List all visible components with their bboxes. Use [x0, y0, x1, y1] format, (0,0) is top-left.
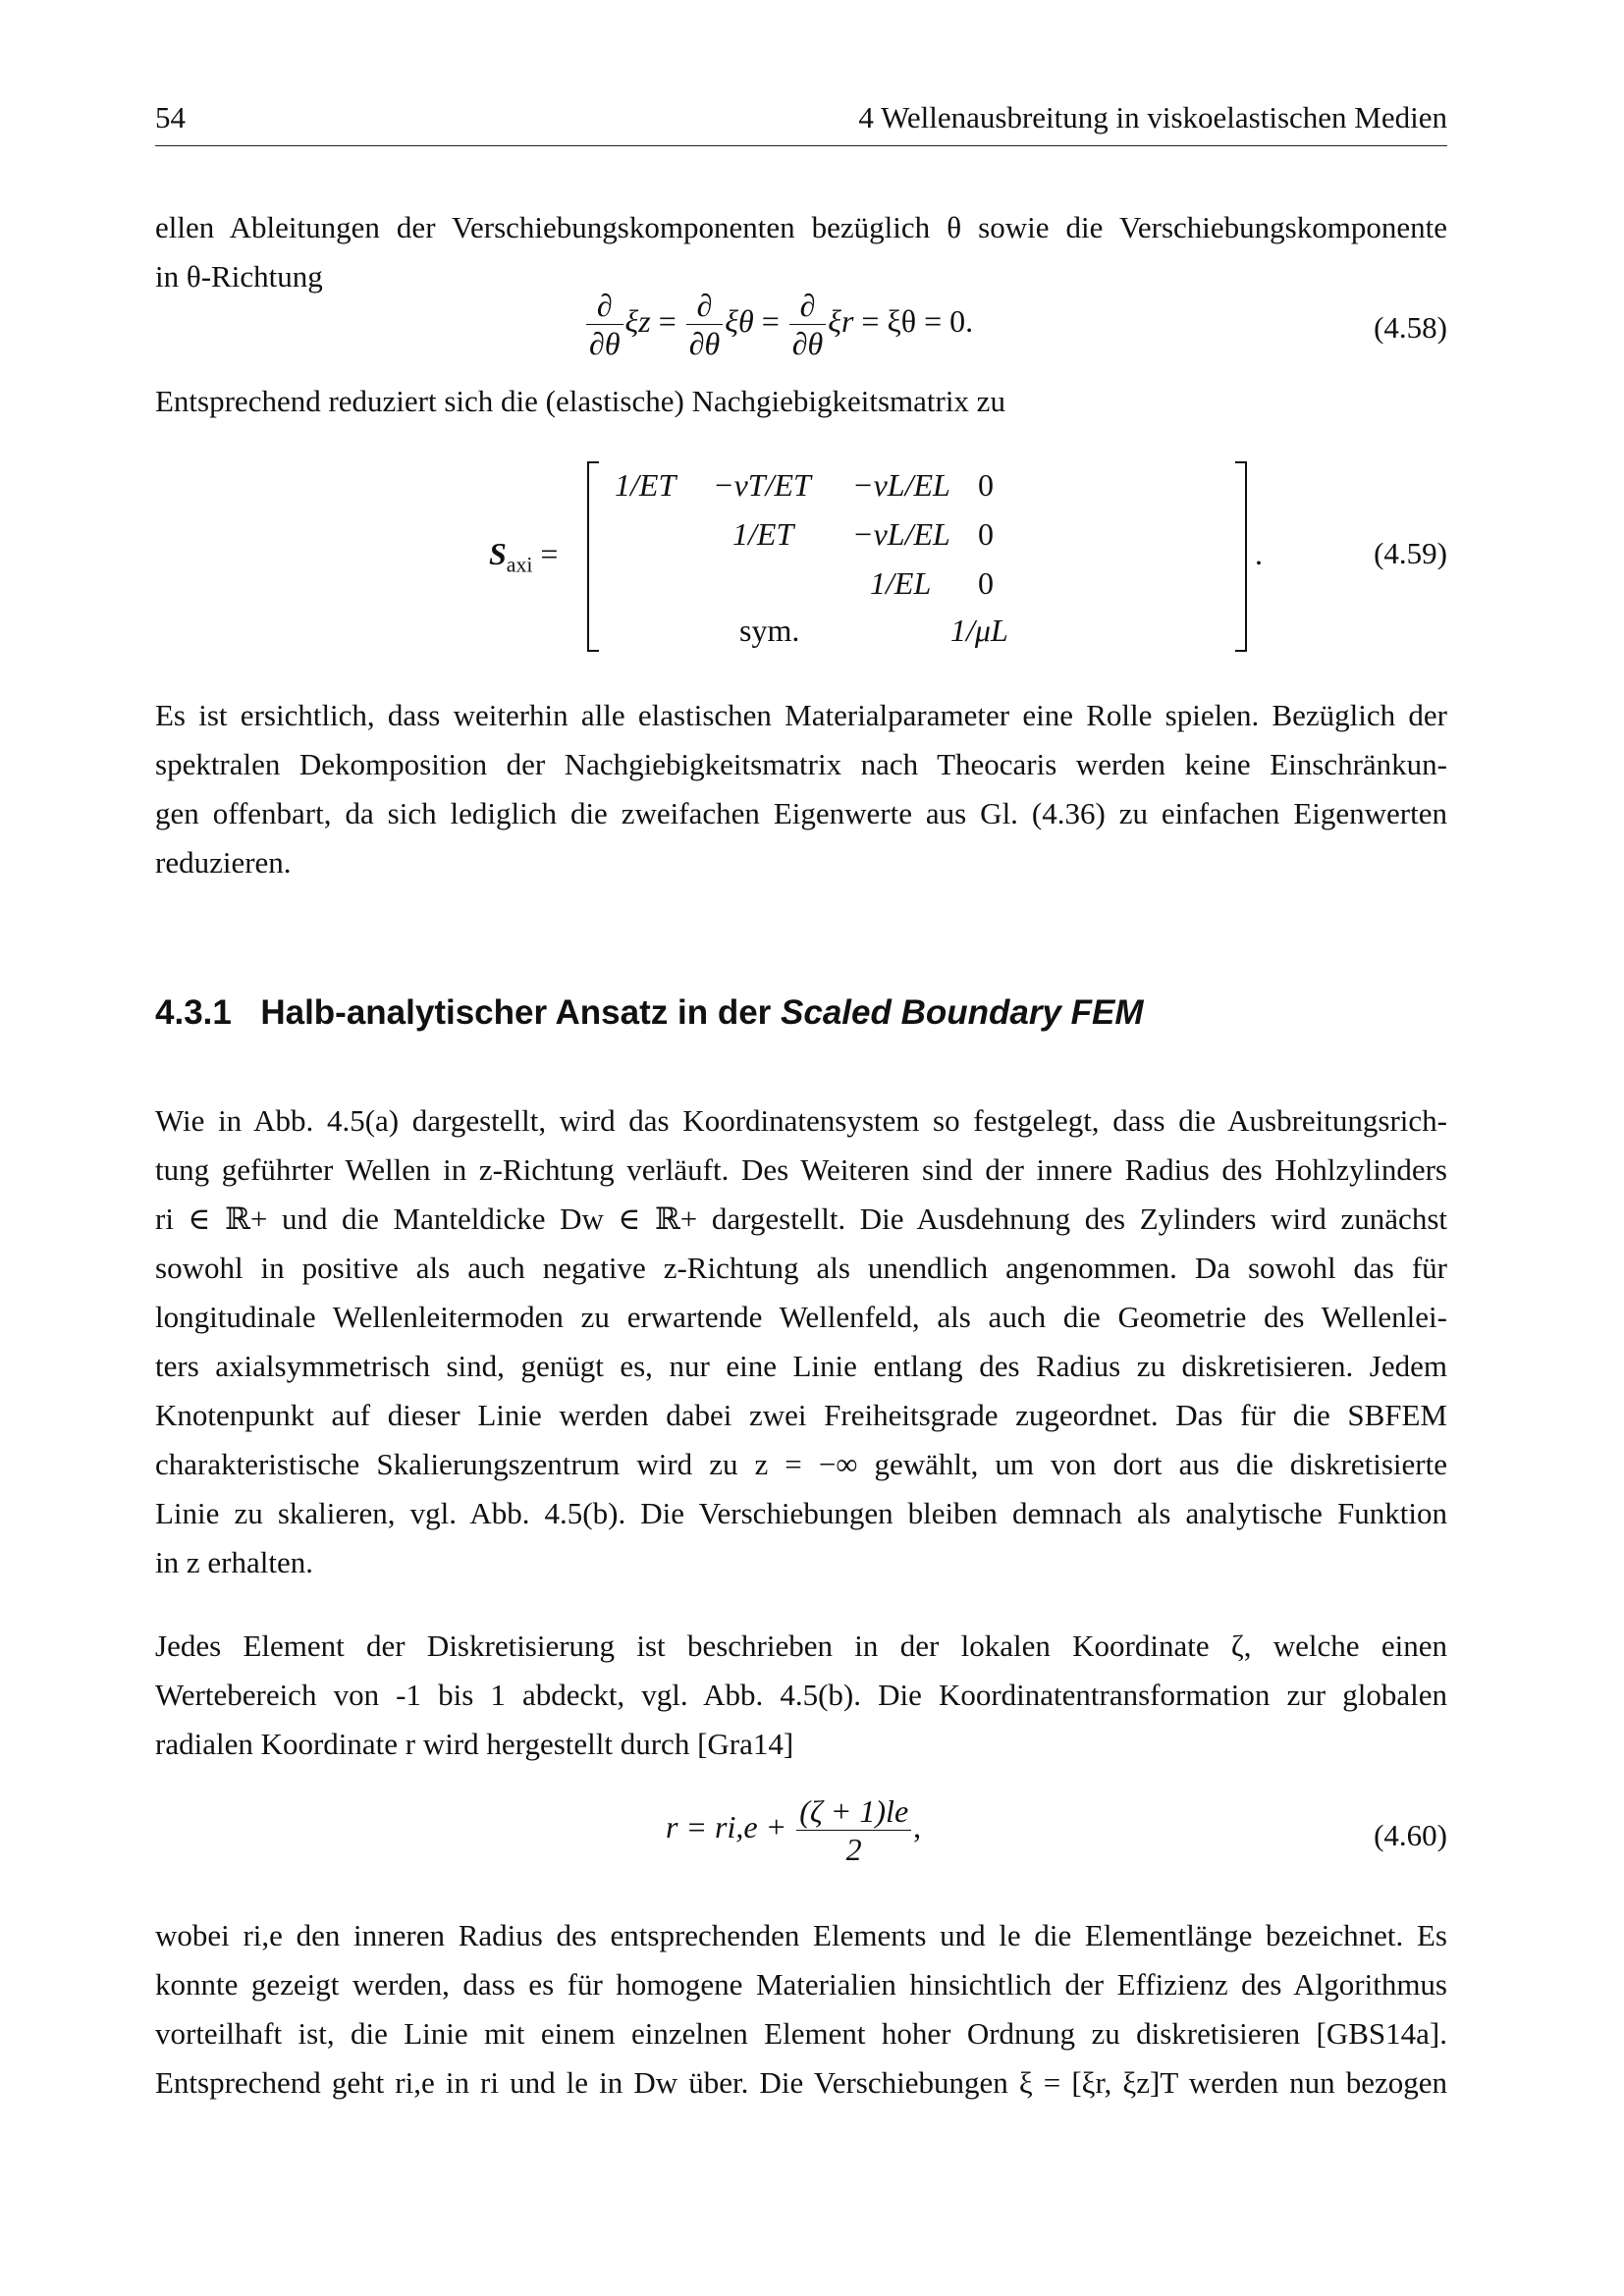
para4-line5: longitudinale Wellenleitermoden zu erwartende Wellenfeld, als auch die Geometrie des Wellenlei-: [155, 1300, 1447, 1334]
right-bracket: [1235, 461, 1247, 652]
equation-4-58: $\frac{\partial}{\partial\theta}$ ξz = $\frac{\partial}{\partial\theta}$ ξθ = $\frac{\partial}{\partial\theta}$ ξr = ξθ = 0. (4.58): [155, 287, 1447, 375]
matrix-cell: −νL/EL: [852, 516, 950, 552]
paragraph-6: [155, 1911, 1447, 2108]
para1-line2: in θ-Richtung: [155, 259, 323, 294]
xi-z: ξz: [624, 302, 651, 339]
eq460-denominator: 2: [845, 1832, 862, 1867]
para5-line2: Wertebereich von -1 bis 1 abdeckt, vgl. Abb. 4.5(b). Die Koordinatentransformation zur globalen: [155, 1678, 1447, 1712]
para2-line1: Entsprechend reduziert sich die (elastische) Nachgiebigkeitsmatrix zu: [155, 384, 1005, 418]
paragraph-3: [155, 691, 1447, 887]
page-number: 54: [155, 100, 186, 134]
matrix-cell: 1/ET: [615, 467, 677, 503]
paragraph-4: [155, 1096, 1447, 1587]
xi-r: ξr: [828, 302, 854, 339]
matrix-lhs: $S_{axi}$ =: [489, 536, 559, 577]
para5-line3: radialen Koordinate r wird hergestellt durch [Gra14]: [155, 1727, 794, 1761]
equation-number: (4.60): [1374, 1818, 1447, 1852]
equation-number: (4.59): [1374, 536, 1447, 570]
eq460-tail: ,: [913, 1808, 922, 1844]
section-title: Halb-analytischer Ansatz in der: [260, 993, 772, 1032]
section-heading: [155, 993, 1144, 1033]
section-number: 4.3.1: [155, 993, 232, 1032]
left-bracket: [587, 461, 599, 652]
para1-line1: ellen Ableitungen der Verschiebungskomponenten bezüglich θ sowie die Verschiebungskomponente: [155, 210, 1447, 244]
eq458-tail: = ξθ = 0.: [861, 302, 974, 339]
compliance-matrix: [587, 461, 1247, 648]
equation-4-60: [155, 1792, 1447, 1887]
para3-line2: spektralen Dekomposition der Nachgiebigkeitsmatrix nach Theocaris werden keine Einschränkun-: [155, 747, 1447, 781]
para3-line4: reduzieren.: [155, 845, 292, 880]
para6-line1: wobei ri,e den inneren Radius des entsprechenden Elements und le die Elementlänge bezeichnet. Es: [155, 1918, 1447, 1952]
page-header: [155, 98, 1447, 146]
equation-number: (4.58): [1374, 310, 1447, 345]
matrix-cell: 1/μL: [950, 613, 1008, 648]
para4-line9: Linie zu skalieren, vgl. Abb. 4.5(b). Die Verschiebungen bleiben demnach als analytische Funktion: [155, 1496, 1447, 1530]
para3-line1: Es ist ersichtlich, dass weiterhin alle elastischen Materialparameter eine Rolle spielen. Bezüglich der: [155, 698, 1447, 732]
para4-line4: sowohl in positive als auch negative z-Richtung als unendlich angenommen. Da sowohl das für: [155, 1251, 1447, 1285]
eq460-fraction: [796, 1792, 911, 1868]
para4-line2: tung geführter Wellen in z-Richtung verläuft. Des Weiteren sind der innere Radius des Hohlzylinders: [155, 1152, 1447, 1187]
partial-frac-2: $\frac{\partial}{\partial\theta}$: [686, 287, 724, 362]
para4-line1: Wie in Abb. 4.5(a) dargestellt, wird das Koordinatensystem so festgelegt, dass die Ausbreitungsrich-: [155, 1103, 1447, 1138]
matrix-cell: 0: [978, 565, 994, 601]
section-title-italic: Scaled Boundary FEM: [781, 993, 1144, 1032]
partial-frac-1: $\frac{\partial}{\partial\theta}$: [586, 287, 623, 362]
matrix-cell: 1/ET: [732, 516, 794, 552]
eq460-lhs: r = ri,e +: [666, 1808, 787, 1844]
para4-line3: ri ∈ ℝ+ und die Manteldicke Dw ∈ ℝ+ dargestellt. Die Ausdehnung des Zylinders wird zunächst: [155, 1201, 1447, 1236]
running-title: 4 Wellenausbreitung in viskoelastischen Medien: [858, 100, 1447, 134]
paragraph-5: [155, 1622, 1447, 1769]
matrix-cell: sym.: [739, 613, 800, 648]
para4-line6: ters axialsymmetrisch sind, genügt es, nur eine Linie entlang des Radius zu diskretisieren. Jedem: [155, 1349, 1447, 1383]
matrix-cell: −νT/ET: [713, 467, 811, 503]
matrix-cell: 0: [978, 516, 994, 552]
para5-line1: Jedes Element der Diskretisierung ist beschrieben in der lokalen Koordinate ζ, welche einen: [155, 1629, 1447, 1663]
paragraph-2: [155, 377, 1447, 426]
partial-frac-3: $\frac{\partial}{\partial\theta}$: [789, 287, 827, 362]
matrix-cell: −νL/EL: [852, 467, 950, 503]
para3-line3: gen offenbart, da sich lediglich die zweifachen Eigenwerte aus Gl. (4.36) zu einfachen Eigenwerten: [155, 796, 1447, 830]
eq460-numerator: (ζ + 1)le: [796, 1792, 911, 1831]
matrix-cell: 0: [978, 467, 994, 503]
xi-theta: ξθ: [725, 302, 754, 339]
equation-4-59: [155, 461, 1447, 658]
matrix-tail: .: [1255, 536, 1263, 571]
para6-line3: vorteilhaft ist, die Linie mit einem einzelnen Element hoher Ordnung zu diskretisieren [GBS14a].: [155, 2016, 1447, 2051]
para4-line10: in z erhalten.: [155, 1545, 313, 1579]
matrix-cell: 1/EL: [870, 565, 932, 601]
para4-line8: charakteristische Skalierungszentrum wird zu z = −∞ gewählt, um von dort aus die diskretisierte: [155, 1447, 1447, 1481]
para4-line7: Knotenpunkt auf dieser Linie werden dabei zwei Freiheitsgrade zugeordnet. Das für die SBFEM: [155, 1398, 1447, 1432]
para6-line4: Entsprechend geht ri,e in ri und le in Dw über. Die Verschiebungen ξ = [ξr, ξz]T werden nun bezogen: [155, 2065, 1447, 2100]
para6-line2: konnte gezeigt werden, dass es für homogene Materialien hinsichtlich der Effizienz des Algorithmus: [155, 1967, 1447, 2002]
